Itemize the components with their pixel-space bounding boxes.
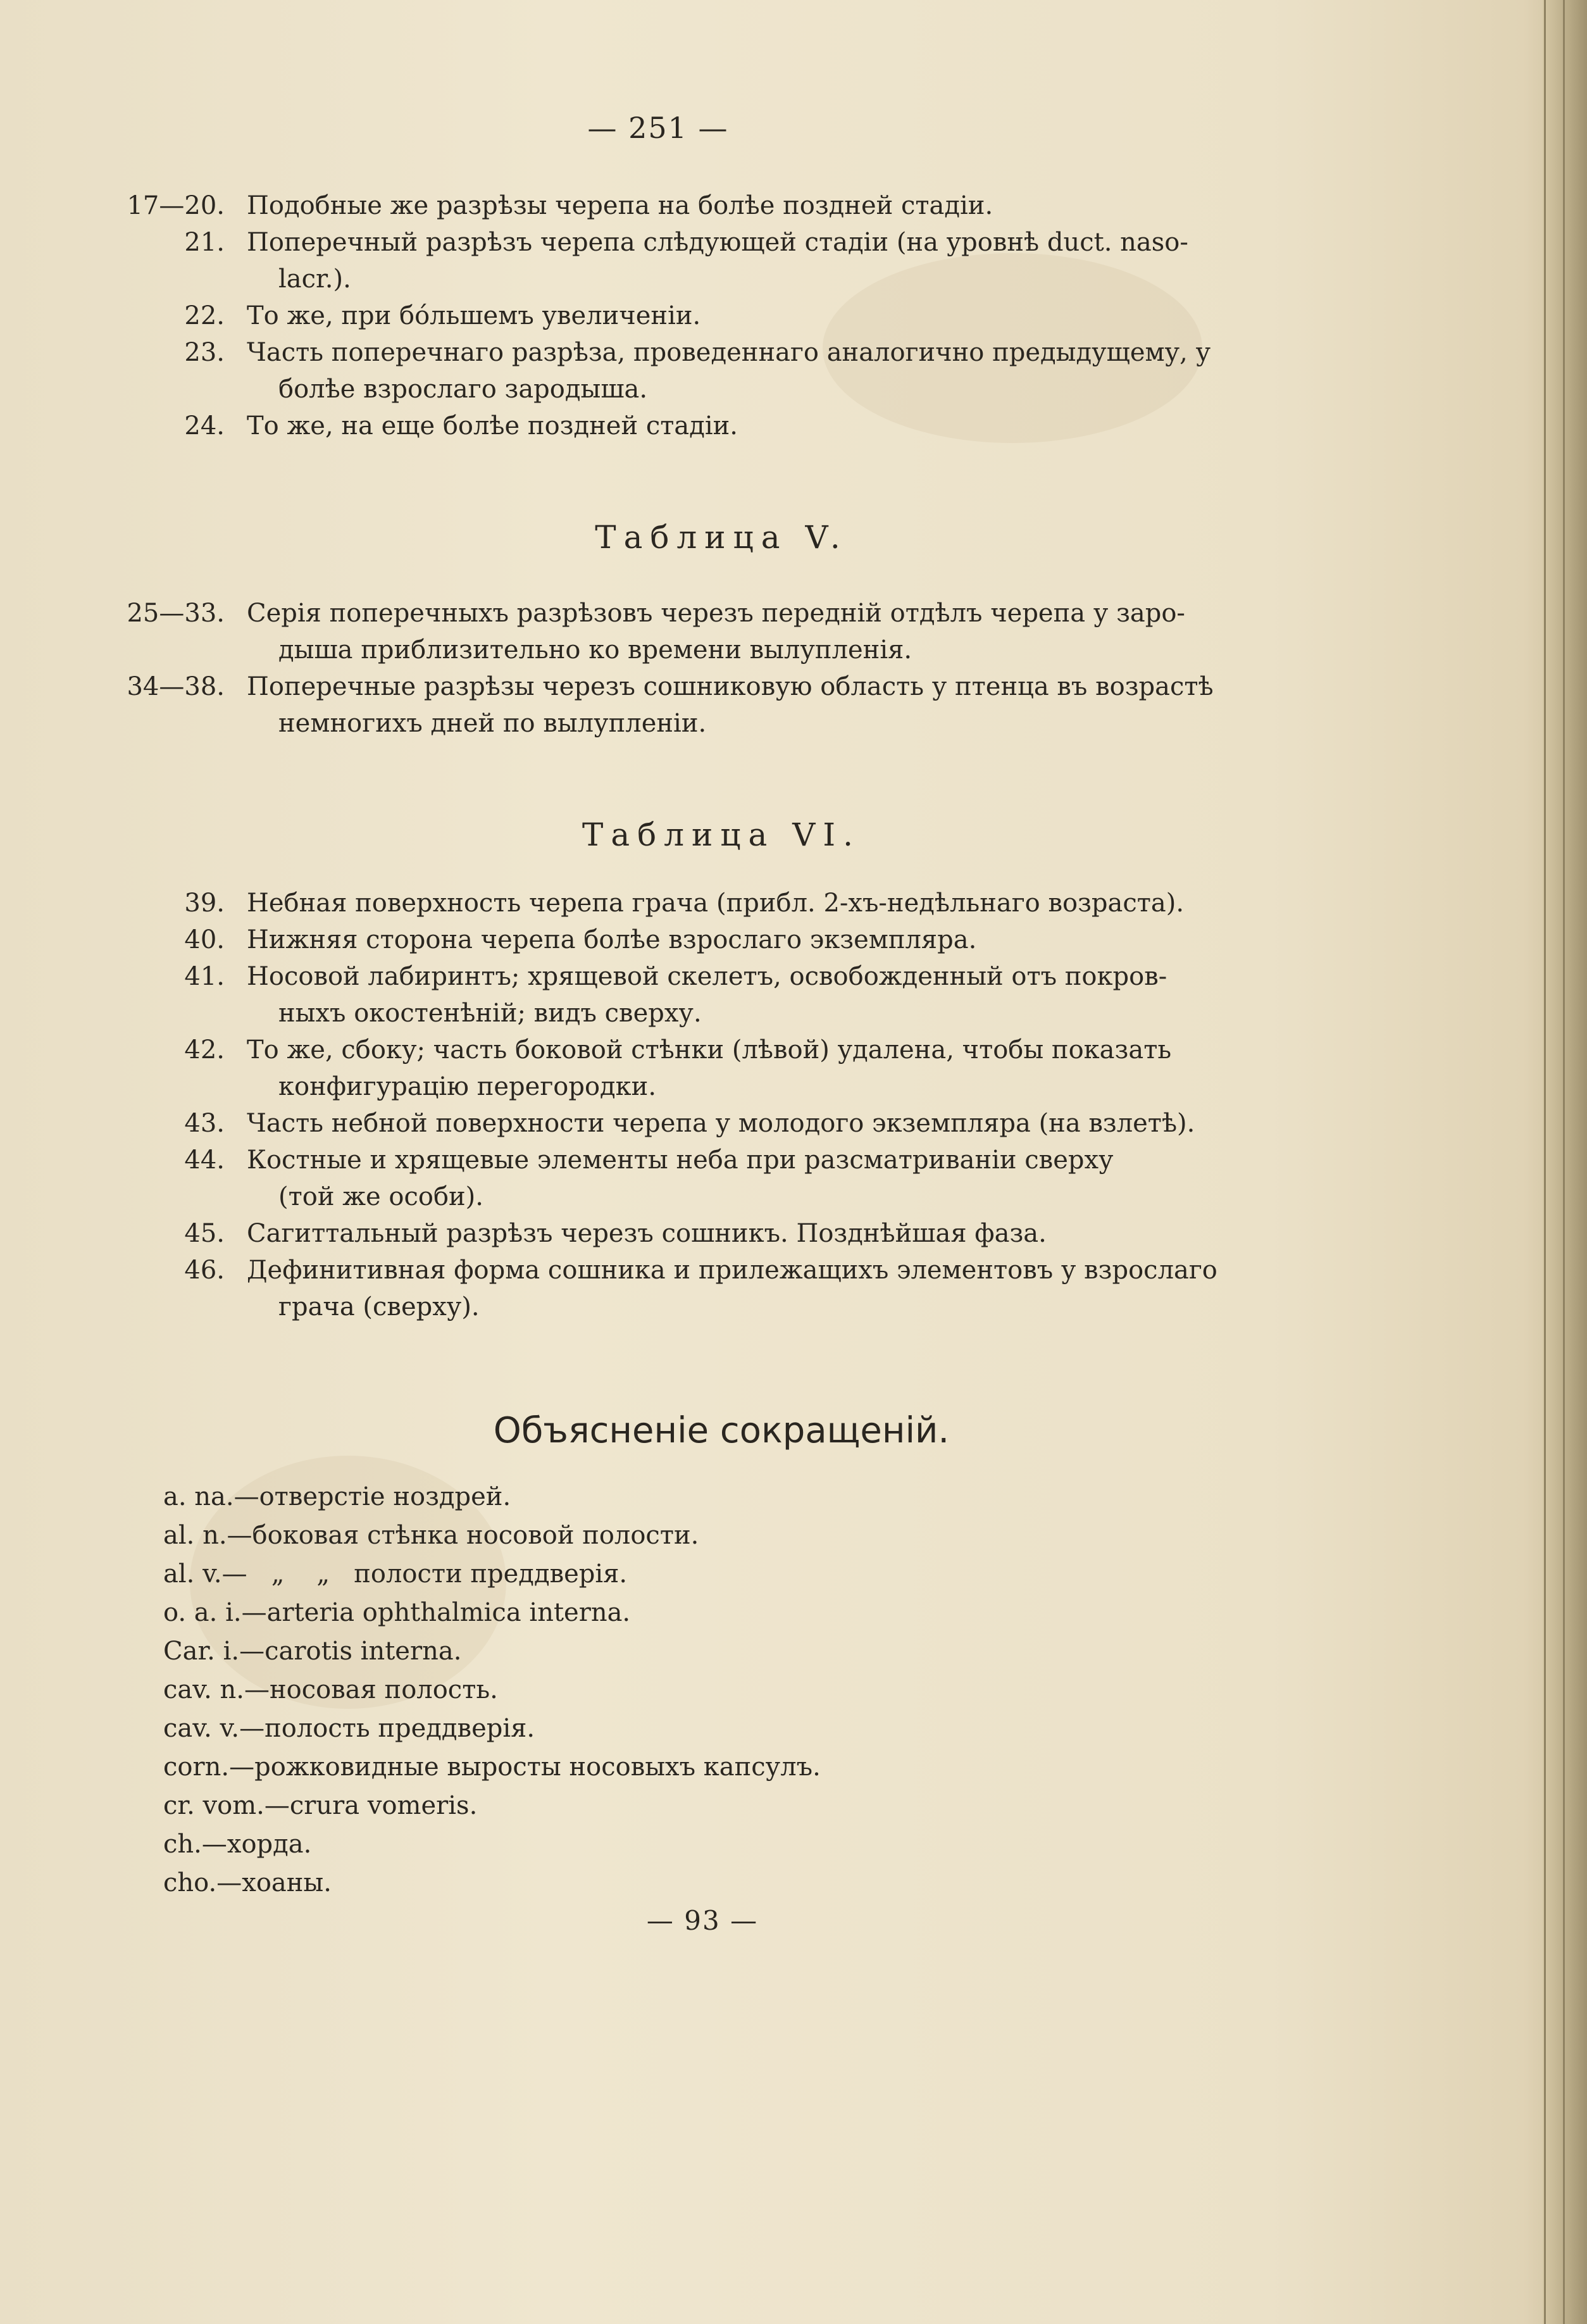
entry-text: Небная поверхность черепа грача (прибл. 2-хъ-недѣльнаго возраста). xyxy=(247,889,1185,918)
plate-vi-title: Таблица VI. xyxy=(582,816,861,853)
abbreviations-list xyxy=(163,1478,1176,1902)
plate-iv-entries xyxy=(120,187,1259,444)
abbreviation-item: cr. vom.—crura vomeris. xyxy=(163,1791,478,1820)
abbreviation-item: o. a. i.—arteria ophthalmica interna. xyxy=(163,1598,631,1627)
legend-entry xyxy=(120,1142,1259,1215)
abbreviation-item: corn.—рожковидные выросты носовыхъ капсулъ. xyxy=(163,1752,821,1782)
legend-entry xyxy=(120,1032,1259,1105)
entry-number: 40. xyxy=(184,925,225,954)
entry-number: 34—38. xyxy=(127,672,225,701)
entry-number: 21. xyxy=(184,228,225,257)
page-edge-line xyxy=(1544,0,1546,2324)
entry-continuation: lacr.). xyxy=(278,265,351,294)
abbreviation-item: ch.—хорда. xyxy=(163,1830,312,1859)
entry-number: 44. xyxy=(184,1146,225,1175)
entry-number: 43. xyxy=(184,1109,225,1138)
abbreviation-item: cho.—хоаны. xyxy=(163,1868,332,1897)
legend-entry xyxy=(120,408,1259,444)
legend-entry xyxy=(120,224,1259,297)
legend-entry xyxy=(120,1105,1259,1142)
abbreviation-item: cav. v.—полость преддверія. xyxy=(163,1714,535,1743)
entry-continuation: конфигурацію перегородки. xyxy=(278,1072,657,1101)
running-head: — 251 — xyxy=(587,111,729,145)
entry-number: 24. xyxy=(184,411,225,440)
entry-text: Часть поперечнаго разрѣза, проведеннаго аналогично предыдущему, у xyxy=(247,338,1211,367)
entry-continuation: болѣе взрослаго зародыша. xyxy=(278,375,648,404)
page-folio: — 93 — xyxy=(646,1905,759,1936)
entry-continuation: немногихъ дней по вылупленіи. xyxy=(278,709,707,738)
entry-continuation: дыша приблизительно ко времени вылупленія. xyxy=(278,635,912,665)
abbreviation-item: Car. i.—carotis interna. xyxy=(163,1637,462,1666)
abbreviations-title: Объясненіе сокращеній. xyxy=(493,1410,950,1451)
plate-vi-entries xyxy=(120,885,1259,1325)
entry-text: Сагиттальный разрѣзъ черезъ сошникъ. Позднѣйшая фаза. xyxy=(247,1219,1047,1248)
entry-number: 17—20. xyxy=(127,191,225,220)
abbreviation-item: al. v.— „ „ полости преддверія. xyxy=(163,1559,628,1589)
entry-number: 39. xyxy=(184,889,225,918)
legend-entry xyxy=(120,921,1259,958)
entry-number: 22. xyxy=(184,301,225,330)
entry-number: 42. xyxy=(184,1035,225,1065)
abbreviation-item: cav. n.—носовая полость. xyxy=(163,1675,498,1704)
plate-v-entries xyxy=(120,595,1259,742)
entry-text: Нижняя сторона черепа болѣе взрослаго экземпляра. xyxy=(247,925,977,954)
entry-text: Носовой лабиринтъ; хрящевой скелетъ, освобожденный отъ покров- xyxy=(247,962,1167,991)
legend-entry xyxy=(120,334,1259,408)
legend-entry xyxy=(120,1252,1259,1325)
entry-continuation: (той же особи). xyxy=(278,1182,484,1211)
entry-text: Поперечные разрѣзы черезъ сошниковую область у птенца въ возрастѣ xyxy=(247,672,1214,701)
legend-entry xyxy=(120,297,1259,334)
entry-continuation: ныхъ окостенѣній; видъ сверху. xyxy=(278,999,702,1028)
entry-text: Подобные же разрѣзы черепа на болѣе поздней стадіи. xyxy=(247,191,993,220)
entry-continuation: грача (сверху). xyxy=(278,1292,480,1321)
entry-number: 25—33. xyxy=(127,599,225,628)
legend-entry xyxy=(120,595,1259,668)
entry-text: Костные и хрящевые элементы неба при разсматриваніи сверху xyxy=(247,1146,1114,1175)
entry-number: 46. xyxy=(184,1256,225,1285)
abbreviation-item: a. na.—отверстіе ноздрей. xyxy=(163,1482,511,1511)
entry-text: То же, сбоку; часть боковой стѣнки (лѣвой) удалена, чтобы показать xyxy=(247,1035,1172,1065)
plate-v-title: Таблица V. xyxy=(595,519,848,556)
legend-entry xyxy=(120,885,1259,921)
entry-text: Поперечный разрѣзъ черепа слѣдующей стадіи (на уровнѣ duct. naso- xyxy=(247,228,1188,257)
entry-number: 45. xyxy=(184,1219,225,1248)
entry-text: Дефинитивная форма сошника и прилежащихъ элементовъ у взрослаго xyxy=(247,1256,1217,1285)
legend-entry xyxy=(120,1215,1259,1252)
entry-number: 41. xyxy=(184,962,225,991)
entry-text: То же, при бóльшемъ увеличеніи. xyxy=(247,301,701,330)
entry-number: 23. xyxy=(184,338,225,367)
entry-text: То же, на еще болѣе поздней стадіи. xyxy=(247,411,738,440)
page-edge-line xyxy=(1563,0,1565,2324)
legend-entry xyxy=(120,668,1259,742)
entry-text: Часть небной поверхности черепа у молодого экземпляра (на взлетѣ). xyxy=(247,1109,1195,1138)
legend-entry xyxy=(120,187,1259,224)
page-edge xyxy=(1543,0,1587,2324)
legend-entry xyxy=(120,958,1259,1032)
entry-text: Серія поперечныхъ разрѣзовъ черезъ передній отдѣлъ черепа у заро- xyxy=(247,599,1185,628)
abbreviation-item: al. n.—боковая стѣнка носовой полости. xyxy=(163,1521,699,1550)
